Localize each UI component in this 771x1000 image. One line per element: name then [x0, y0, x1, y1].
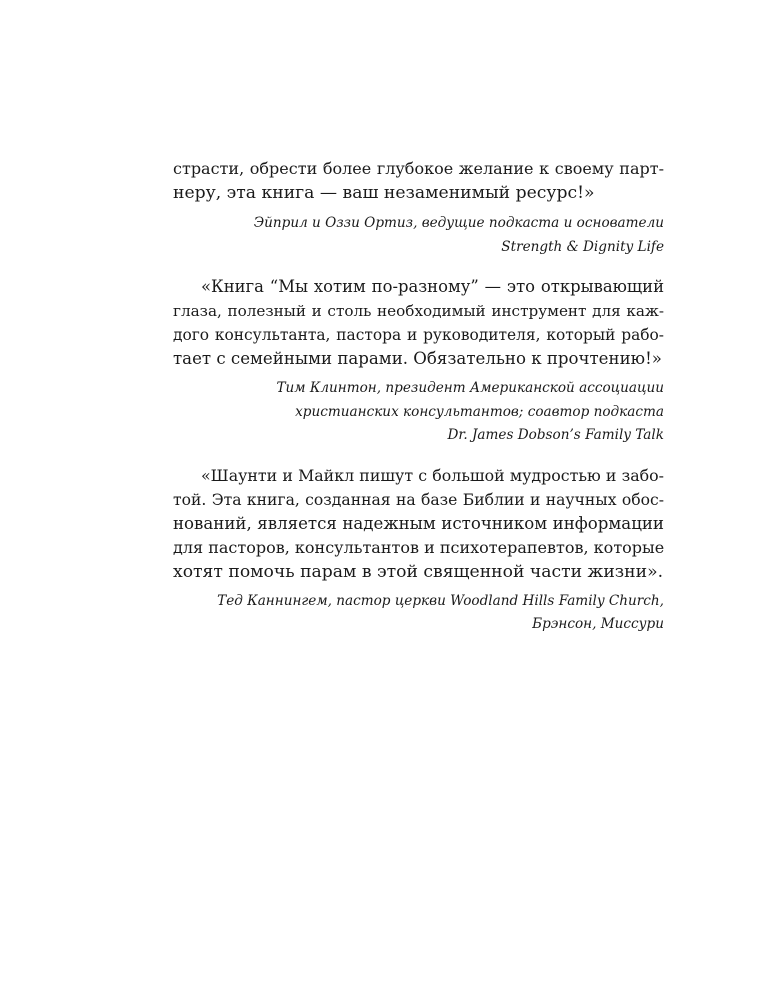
quote-line: глаза, полезный и столь необходимый инструмент для каж- [173, 302, 664, 320]
quote-3 [173, 464, 664, 637]
quote-1-text [173, 157, 664, 205]
attribution-line: Тед Каннингем, пастор церкви Woodland Hills Family Church, [217, 592, 664, 609]
attribution-line: христианских консультантов; соавтор подкаста [295, 403, 664, 420]
quote-line: дого консультанта, пастора и руководителя, который рабо- [173, 326, 664, 344]
quote-line: той. Эта книга, созданная на базе Библии и научных обос- [173, 490, 664, 509]
quote-line: «Книга “Мы хотим по-разному” — это открывающий [201, 277, 664, 296]
quote-1-attribution [173, 212, 664, 259]
quote-line: хотят помочь парам в этой священной части жизни». [173, 561, 664, 582]
quote-line: «Шаунти и Майкл пишут с большой мудростью и забо- [201, 465, 664, 485]
attribution-line: Strength & Dignity Life [501, 238, 664, 255]
quote-3-attribution [173, 590, 664, 637]
quote-3-text [173, 464, 664, 584]
quote-line: неру, эта книга — ваш незаменимый ресурс!» [173, 183, 595, 203]
attribution-line: Dr. James Dobson’s Family Talk [447, 427, 664, 443]
quote-line: тает с семейными парами. Обязательно к прочтению!» [173, 349, 662, 368]
attribution-line: Брэнсон, Миссури [532, 616, 664, 632]
quote-line: страсти, обрести более глубокое желание к своему парт- [173, 159, 664, 178]
quote-2 [173, 275, 664, 448]
quote-line: нований, является надежным источником информации [173, 513, 664, 533]
quote-line: для пасторов, консультантов и психотерапевтов, которые [173, 537, 665, 557]
page-content [173, 157, 664, 637]
attribution-line: Эйприл и Оззи Ортиз, ведущие подкаста и основатели [253, 215, 664, 231]
quote-2-text [173, 275, 664, 371]
attribution-line: Тим Клинтон, президент Американской ассоциации [276, 380, 664, 396]
quote-1 [173, 157, 664, 259]
quote-2-attribution [173, 377, 664, 448]
